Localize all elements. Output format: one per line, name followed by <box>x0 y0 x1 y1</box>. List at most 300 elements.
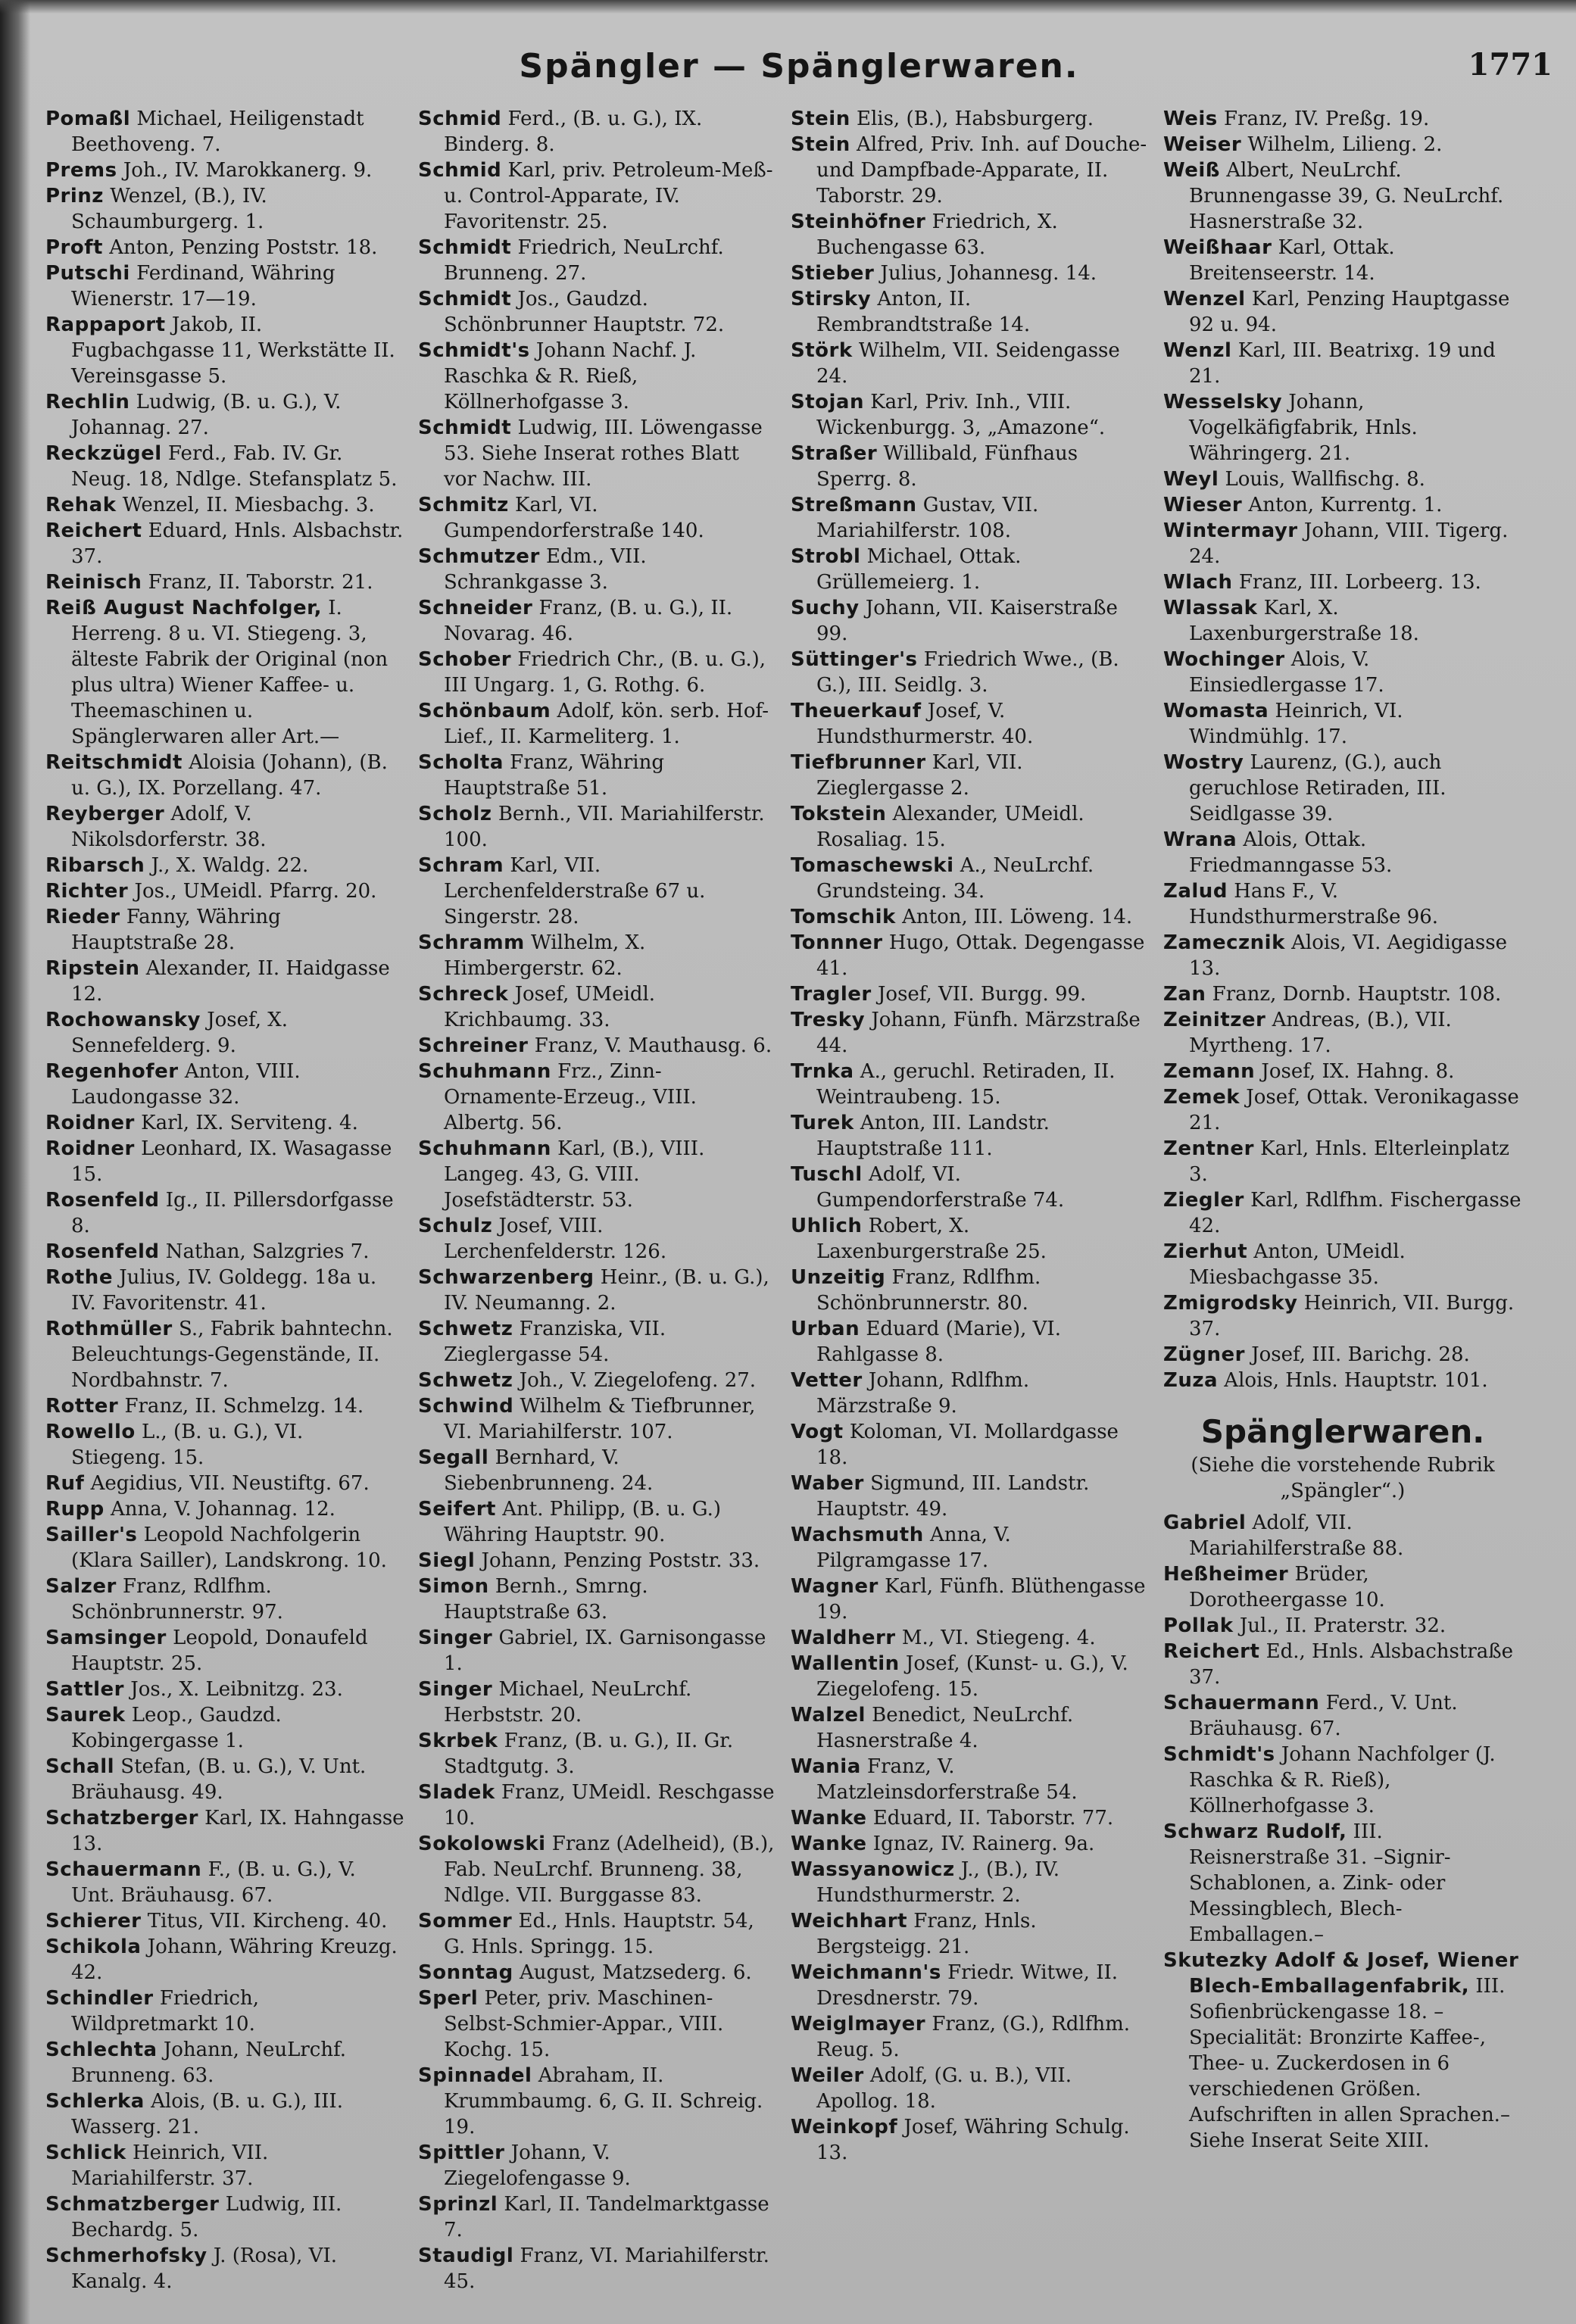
directory-entry <box>1163 1084 1522 1136</box>
directory-entry <box>45 1471 404 1496</box>
directory-entry <box>418 544 777 595</box>
entry-name: Spinnadel <box>418 2064 532 2087</box>
directory-entry <box>791 981 1150 1007</box>
entry-name: Ziegler <box>1163 1189 1244 1212</box>
directory-entry <box>791 1754 1150 1805</box>
directory-entry <box>791 595 1150 647</box>
entry-details: Aegidius, VII. Neustiftg. 67. <box>84 1472 370 1495</box>
entry-name: Zmigrodsky <box>1163 1292 1298 1315</box>
entry-name: Rappaport <box>45 314 166 336</box>
directory-entry <box>791 1419 1150 1471</box>
directory-entry <box>45 1934 404 1986</box>
entry-name: Schneider <box>418 597 533 619</box>
entry-name: Samsinger <box>45 1627 167 1649</box>
directory-entry <box>1163 1510 1522 1561</box>
directory-entry <box>1163 1059 1522 1084</box>
entry-details: Wenzel, (B.), IV. Schaumburgerg. 1. <box>71 185 267 233</box>
directory-entry <box>791 1265 1150 1316</box>
directory-entry <box>418 106 777 158</box>
entry-name: Schreiner <box>418 1034 529 1057</box>
entry-details: Karl, Priv. Inh., VIII. Wickenburgg. 3, „Amazone“. <box>816 391 1106 439</box>
entry-name: Tiefbrunner <box>791 751 926 774</box>
entry-name: Tuschl <box>791 1163 863 1186</box>
directory-entry <box>45 1187 404 1239</box>
entry-name: Weichhart <box>791 1910 908 1933</box>
entry-details: Ant. Philipp, (B. u. G.) Währing Hauptstr. 90. <box>444 1498 722 1546</box>
entry-details: Friedrich Wwe., (B. G.), III. Seidlg. 3. <box>816 648 1119 697</box>
directory-entry <box>45 1908 404 1934</box>
directory-entry <box>1163 1342 1522 1368</box>
entry-details: Michael, Ottak. Grüllemeierg. 1. <box>816 545 1022 594</box>
entry-details: Heinrich, VII. Mariahilferstr. 37. <box>71 2142 269 2190</box>
directory-entry <box>1163 338 1522 389</box>
entry-name: Reiß August Nachfolger, <box>45 597 322 619</box>
entry-details: Karl, priv. Petroleum-Meß- u. Control-Apparate, IV. Favoritenstr. 25. <box>444 159 773 233</box>
entry-name: Sailler's <box>45 1524 138 1546</box>
entry-name: Pomaßl <box>45 108 131 130</box>
entry-name: Spittler <box>418 2142 505 2164</box>
entry-details: Ludwig, (B. u. G.), V. Johannag. 27. <box>71 391 342 439</box>
entry-details: Johann, V. Ziegelofengasse 9. <box>444 2142 631 2190</box>
entry-name: Schindler <box>45 1987 154 2010</box>
directory-entry <box>1163 1690 1522 1742</box>
directory-entry <box>791 1574 1150 1625</box>
entry-details: Anton, VIII. Laudongasse 32. <box>71 1060 301 1109</box>
directory-entry <box>791 904 1150 930</box>
directory-entry <box>1163 1136 1522 1187</box>
entry-name: Roidner <box>45 1112 135 1134</box>
entry-name: Vetter <box>791 1369 863 1392</box>
entry-name: Pollak <box>1163 1614 1234 1637</box>
directory-entry <box>45 1316 404 1393</box>
entry-details: Bernh., VII. Mariahilferstr. 100. <box>444 803 765 851</box>
directory-entry <box>418 1831 777 1908</box>
directory-entry <box>1163 595 1522 647</box>
entry-name: Schmidt's <box>1163 1743 1275 1766</box>
directory-entry <box>45 1574 404 1625</box>
entry-details: Ludwig, III. Löwengasse 53. Siehe Inserat rothes Blatt vor Nachw. III. <box>444 416 763 491</box>
directory-entry <box>1163 466 1522 492</box>
directory-entry <box>45 2243 404 2294</box>
entry-details: Heinr., (B. u. G.), IV. Neumanng. 2. <box>444 1266 769 1315</box>
entry-details: Johann Nachfolger (J. Raschka & R. Rieß), Köllnerhofgasse 3. <box>1189 1743 1496 1817</box>
entry-name: Scholta <box>418 751 504 774</box>
directory-entry <box>45 106 404 158</box>
column-4-entries <box>1163 106 1522 1393</box>
directory-entry <box>45 1857 404 1908</box>
directory-entry <box>791 1625 1150 1651</box>
entry-details: Anton, III. Löweng. 14. <box>895 906 1133 928</box>
entry-details: Alois, Hnls. Hauptstr. 101. <box>1218 1369 1488 1392</box>
entry-details: Laurenz, (G.), auch geruchlose Retiraden, III. Seidlgasse 39. <box>1189 751 1446 825</box>
entry-details: Karl, IX. Serviteng. 4. <box>134 1112 358 1134</box>
entry-name: Schramm <box>418 931 525 954</box>
entry-name: Schulz <box>418 1215 493 1237</box>
directory-entry <box>1163 930 1522 981</box>
entry-details: Alois, VI. Aegidigasse 13. <box>1189 931 1507 980</box>
entry-details: Adolf, VI. Gumpendorferstraße 74. <box>816 1163 1065 1212</box>
directory-entry <box>791 1960 1150 2011</box>
page-number: 1771 <box>1468 47 1553 83</box>
directory-entry <box>45 492 404 518</box>
entry-details: Elis, (B.), Habsburgerg. <box>850 108 1094 130</box>
entry-name: Wachsmuth <box>791 1524 924 1546</box>
entry-name: Waber <box>791 1472 864 1495</box>
directory-entry <box>1163 1948 1522 2154</box>
entry-name: Salzer <box>45 1575 117 1598</box>
directory-entry <box>418 1316 777 1368</box>
entry-name: Stirsky <box>791 288 872 310</box>
directory-entry <box>45 801 404 853</box>
entry-details: Benedict, NeuLrchf. Hasnerstraße 4. <box>816 1704 1074 1752</box>
entry-details: A., geruchl. Retiraden, II. Weintraubeng. 15. <box>816 1060 1116 1109</box>
entry-details: Ed., Hnls. Alsbachstraße 37. <box>1189 1640 1514 1689</box>
directory-entry <box>45 1136 404 1187</box>
directory-entry <box>1163 981 1522 1007</box>
directory-entry <box>45 1393 404 1419</box>
entry-name: Schmatzberger <box>45 2193 220 2216</box>
directory-entry <box>418 698 777 750</box>
directory-columns <box>45 106 1522 2294</box>
entry-name: Schram <box>418 854 504 877</box>
entry-name: Wrana <box>1163 828 1237 851</box>
directory-entry <box>791 260 1150 286</box>
directory-entry <box>418 235 777 286</box>
entry-details: Ferd., Fab. IV. Gr. Neug. 18, Ndlge. Stefansplatz 5. <box>71 442 398 491</box>
entry-details: Bernhard, V. Siebenbrunneng. 24. <box>444 1446 654 1495</box>
entry-details: Josef, III. Barichg. 28. <box>1244 1343 1470 1366</box>
directory-entry <box>791 1471 1150 1522</box>
directory-entry <box>791 1651 1150 1702</box>
entry-name: Weißhaar <box>1163 236 1272 259</box>
entry-name: Rosenfeld <box>45 1240 160 1263</box>
directory-entry <box>418 1136 777 1213</box>
directory-entry <box>1163 1819 1522 1948</box>
directory-entry <box>1163 827 1522 878</box>
directory-entry <box>791 853 1150 904</box>
directory-entry <box>418 801 777 853</box>
entry-details: Peter, priv. Maschinen-Selbst-Schmier-Appar., VIII. Kochg. 15. <box>444 1987 724 2061</box>
entry-name: Zuza <box>1163 1369 1219 1392</box>
directory-entry <box>791 2114 1150 2166</box>
directory-entry <box>1163 569 1522 595</box>
entry-details: Franz, (B. u. G.), II. Novarag. 46. <box>444 597 733 645</box>
entry-name: Ruf <box>45 1472 85 1495</box>
directory-entry <box>1163 1187 1522 1239</box>
entry-details: Adolf, (G. u. B.), VII. Apollog. 18. <box>816 2064 1072 2113</box>
directory-entry <box>45 878 404 904</box>
entry-details: Franz, Dornb. Hauptstr. 108. <box>1206 983 1502 1006</box>
entry-details: Franz, IV. Preßg. 19. <box>1217 108 1430 130</box>
entry-name: Seifert <box>418 1498 496 1521</box>
entry-details: Eduard (Marie), VI. Rahlgasse 8. <box>816 1318 1061 1366</box>
directory-entry <box>791 441 1150 492</box>
directory-entry <box>418 1574 777 1625</box>
entry-name: Stein <box>791 108 850 130</box>
entry-details: Louis, Wallfischg. 8. <box>1219 468 1425 491</box>
entry-details: Josef, Ottak. Veronikagasse 21. <box>1189 1086 1519 1134</box>
directory-entry <box>791 1007 1150 1059</box>
directory-entry <box>45 2191 404 2243</box>
entry-name: Schlerka <box>45 2090 145 2113</box>
entry-details: Frz., Zinn-Ornamente-Erzeug., VIII. Albertg. 56. <box>444 1060 697 1134</box>
entry-details: Karl, III. Beatrixg. 19 und 21. <box>1189 339 1496 388</box>
entry-name: Schreck <box>418 983 509 1006</box>
directory-entry <box>45 2037 404 2088</box>
entry-details: Ig., II. Pillersdorfgasse 8. <box>71 1189 394 1237</box>
entry-details: Jos., Gaudzd. Schönbrunner Hauptstr. 72. <box>444 288 725 336</box>
entry-name: Trnka <box>791 1060 854 1083</box>
entry-details: Alexander, II. Haidgasse 12. <box>71 957 390 1006</box>
entry-details: Michael, NeuLrchf. Herbststr. 20. <box>444 1678 692 1727</box>
entry-name: Schmitz <box>418 494 509 516</box>
directory-entry <box>418 1213 777 1265</box>
directory-entry <box>418 1780 777 1831</box>
entry-details: Karl, IX. Hahngasse 13. <box>71 1807 404 1855</box>
entry-details: Anton, Penzing Poststr. 18. <box>102 236 378 259</box>
entry-details: Titus, VII. Kircheng. 40. <box>141 1910 388 1933</box>
page-top-shadow <box>0 0 1576 14</box>
directory-entry <box>791 1213 1150 1265</box>
directory-entry <box>1163 647 1522 698</box>
directory-entry <box>45 853 404 878</box>
entry-details: Julius, Johannesg. 14. <box>874 262 1097 285</box>
entry-details: Jul., II. Praterstr. 32. <box>1233 1614 1446 1637</box>
directory-entry <box>418 595 777 647</box>
entry-name: Weiler <box>791 2064 864 2087</box>
entry-name: Sattler <box>45 1678 124 1701</box>
entry-details: Johann, Rdlfhm. Märzstraße 9. <box>816 1369 1030 1418</box>
entry-details: Franz, III. Lorbeerg. 13. <box>1232 571 1481 594</box>
directory-entry <box>791 338 1150 389</box>
directory-entry <box>791 1522 1150 1574</box>
entry-details: Josef, Währing Schulg. 13. <box>816 2116 1130 2164</box>
entry-details: Karl, Hnls. Elterleinplatz 3. <box>1189 1137 1509 1186</box>
entry-name: Staudigl <box>418 2244 514 2267</box>
directory-entry <box>45 595 404 750</box>
entry-name: Theuerkauf <box>791 700 922 722</box>
entry-details: Ed., Hnls. Hauptstr. 54, G. Hnls. Springg. 15. <box>444 1910 754 1958</box>
directory-entry <box>418 1393 777 1445</box>
directory-entry <box>45 312 404 389</box>
entry-name: Stojan <box>791 391 864 413</box>
entry-name: Schauermann <box>1163 1692 1320 1714</box>
entry-name: Rochowansky <box>45 1009 201 1031</box>
entry-details: Alexander, UMeidl. Rosaliag. 15. <box>816 803 1084 851</box>
entry-details: Friedrich Chr., (B. u. G.), III Ungarg. 1, G. Rothg. 6. <box>444 648 766 697</box>
entry-details: Jakob, II. Fugbachgasse 11, Werkstätte II. Vereinsgasse 5. <box>71 314 395 388</box>
entry-details: Bernh., Smrng. Hauptstraße 63. <box>444 1575 648 1624</box>
entry-details: Friedrich, NeuLrchf. Brunneng. 27. <box>444 236 724 285</box>
entry-details: Friedr. Witwe, II. Dresdnerstr. 79. <box>816 1961 1118 2010</box>
entry-details: Anna, V. Pilgramgasse 17. <box>816 1524 1011 1572</box>
entry-details: Friedrich, Wildpretmarkt 10. <box>71 1987 259 2035</box>
entry-name: Schmidt <box>418 236 512 259</box>
entry-name: Schauermann <box>45 1858 202 1881</box>
entry-details: Karl, VI. Gumpendorferstraße 140. <box>444 494 704 542</box>
directory-entry <box>418 286 777 338</box>
entry-details: Adolf, V. Nikolsdorferstr. 38. <box>71 803 267 851</box>
entry-name: Zeinitzer <box>1163 1009 1266 1031</box>
entry-name: Rehak <box>45 494 117 516</box>
entry-details: Johann, Vogelkäfigfabrik, Hnls. Währingerg. 21. <box>1189 391 1418 465</box>
directory-entry <box>791 647 1150 698</box>
entry-name: Zamecznik <box>1163 931 1285 954</box>
directory-entry <box>1163 1613 1522 1639</box>
entry-name: Schierer <box>45 1910 142 1933</box>
entry-details: Franz, Hnls. Bergsteigg. 21. <box>816 1910 1037 1958</box>
entry-name: Weyl <box>1163 468 1219 491</box>
directory-entry <box>1163 878 1522 930</box>
entry-details: Franz, V. Mauthausg. 6. <box>528 1034 772 1057</box>
entry-name: Wostry <box>1163 751 1244 774</box>
entry-name: Störk <box>791 339 853 362</box>
directory-entry <box>791 1702 1150 1754</box>
directory-entry <box>418 158 777 235</box>
entry-details: Ignaz, IV. Rainerg. 9a. <box>866 1833 1095 1855</box>
entry-details: Andreas, (B.), VII. Myrtheng. 17. <box>1189 1009 1452 1057</box>
entry-name: Wochinger <box>1163 648 1285 671</box>
column-2 <box>418 106 777 2294</box>
directory-entry <box>1163 698 1522 750</box>
entry-details: Franz, (G.), Rdlfhm. Reug. 5. <box>816 2013 1131 2061</box>
entry-name: Schall <box>45 1755 115 1778</box>
entry-details: Franz, V. Matzleinsdorferstraße 54. <box>816 1755 1078 1804</box>
entry-name: Schober <box>418 648 512 671</box>
directory-entry <box>45 1265 404 1316</box>
entry-name: Zierhut <box>1163 1240 1248 1263</box>
directory-entry <box>791 544 1150 595</box>
entry-details: Ferdinand, Währing Wienerstr. 17—19. <box>71 262 335 310</box>
entry-name: Wieser <box>1163 494 1243 516</box>
entry-name: Schmutzer <box>418 545 540 568</box>
directory-entry <box>418 492 777 544</box>
entry-details: Karl, Penzing Hauptgasse 92 u. 94. <box>1189 288 1510 336</box>
directory-entry <box>45 1986 404 2037</box>
entry-details: Johann, Fünfh. Märzstraße 44. <box>816 1009 1141 1057</box>
directory-entry <box>45 750 404 801</box>
entry-details: Heinrich, VII. Burgg. 37. <box>1189 1292 1515 1340</box>
directory-entry <box>1163 518 1522 569</box>
entry-details: Wilhelm & Tiefbrunner, VI. Mariahilferstr. 107. <box>444 1395 756 1443</box>
entry-name: Scholz <box>418 803 492 825</box>
entry-name: Putschi <box>45 262 130 285</box>
directory-entry <box>45 1522 404 1574</box>
entry-details: J. (Rosa), VI. Kanalg. 4. <box>71 2244 337 2293</box>
entry-details: Eduard, Hnls. Alsbachstr. 37. <box>71 519 404 568</box>
entry-details: Nathan, Salzgries 7. <box>159 1240 370 1263</box>
directory-entry <box>791 1059 1150 1110</box>
entry-name: Urban <box>791 1318 860 1340</box>
entry-details: Alfred, Priv. Inh. auf Douche- und Dampfbade-Apparate, II. Taborstr. 29. <box>816 133 1147 207</box>
entry-details: Stefan, (B. u. G.), V. Unt. Bräuhausg. 49. <box>71 1755 367 1804</box>
entry-name: Wallentin <box>791 1652 900 1675</box>
entry-name: Weiser <box>1163 133 1242 156</box>
entry-name: Rotter <box>45 1395 119 1418</box>
entry-name: Vogt <box>791 1421 844 1443</box>
directory-entry <box>791 2063 1150 2114</box>
entry-details: J., X. Waldg. 22. <box>145 854 309 877</box>
entry-details: Friedrich, X. Buchengasse 63. <box>816 211 1058 259</box>
directory-entry <box>1163 1368 1522 1393</box>
directory-entry <box>45 569 404 595</box>
entry-name: Tomaschewski <box>791 854 954 877</box>
directory-entry <box>418 853 777 930</box>
entry-name: Tonnner <box>791 931 883 954</box>
entry-details: J., (B.), IV. Hundsthurmerstr. 2. <box>816 1858 1060 1907</box>
directory-entry <box>418 1445 777 1496</box>
entry-name: Ripstein <box>45 957 140 980</box>
entry-name: Segall <box>418 1446 489 1469</box>
entry-details: Franz (Adelheid), (B.), Fab. NeuLrchf. Brunneng. 38, Ndlge. VII. Burggasse 83. <box>444 1833 775 1907</box>
directory-entry <box>1163 1742 1522 1819</box>
entry-name: Schwarzenberg <box>418 1266 595 1289</box>
entry-details: Franz, VI. Mariahilferstr. 45. <box>444 2244 769 2293</box>
entry-name: Regenhofer <box>45 1060 179 1083</box>
entry-name: Schwetz <box>418 1318 513 1340</box>
directory-entry <box>45 904 404 956</box>
entry-details: Aloisia (Johann), (B. u. G.), IX. Porzellang. 47. <box>71 751 388 800</box>
entry-name: Saurek <box>45 1704 126 1727</box>
entry-details: Fanny, Währing Hauptstraße 28. <box>71 906 281 954</box>
entry-name: Zentner <box>1163 1137 1254 1160</box>
entry-name: Stieber <box>791 262 875 285</box>
directory-entry <box>45 1702 404 1754</box>
entry-details: Jos., UMeidl. Pfarrg. 20. <box>128 880 377 903</box>
directory-entry <box>791 209 1150 260</box>
directory-entry <box>418 1368 777 1393</box>
directory-entry <box>1163 158 1522 235</box>
entry-details: Karl, X. Laxenburgerstraße 18. <box>1189 597 1419 645</box>
directory-entry <box>791 1368 1150 1419</box>
entry-details: Johann, Währing Kreuzg. 42. <box>71 1936 398 1984</box>
entry-details: Karl, Ottak. Breitenseerstr. 14. <box>1189 236 1395 285</box>
entry-name: Stein <box>791 133 850 156</box>
entry-name: Sladek <box>418 1781 495 1804</box>
entry-details: August, Matzsederg. 6. <box>513 1961 752 1984</box>
entry-name: Roidner <box>45 1137 135 1160</box>
directory-entry <box>1163 132 1522 158</box>
entry-details: Joh., IV. Marokkanerg. 9. <box>117 159 373 182</box>
entry-details: Hans F., V. Hundsthurmerstraße 96. <box>1189 880 1439 928</box>
entry-details: Karl, (B.), VIII. Langeg. 43, G. VIII. Josefstädterstr. 53. <box>444 1137 705 1212</box>
directory-entry <box>791 389 1150 441</box>
entry-name: Prinz <box>45 185 104 207</box>
entry-details: Franz, Währing Hauptstraße 51. <box>444 751 664 800</box>
directory-entry <box>791 286 1150 338</box>
entry-details: Josef, VII. Burgg. 99. <box>871 983 1087 1006</box>
entry-name: Reinisch <box>45 571 142 594</box>
entry-name: Straßer <box>791 442 878 465</box>
entry-name: Simon <box>418 1575 489 1598</box>
entry-details: Franz, II. Schmelzg. 14. <box>118 1395 364 1418</box>
entry-details: Joh., V. Ziegelofeng. 27. <box>513 1369 757 1392</box>
entry-name: Tokstein <box>791 803 887 825</box>
directory-entry <box>418 930 777 981</box>
directory-entry <box>418 415 777 492</box>
entry-details: Johann, VIII. Tigerg. 24. <box>1189 519 1509 568</box>
entry-name: Prems <box>45 159 117 182</box>
entry-details: Franz, Rdlfhm. Schönbrunnerstr. 80. <box>816 1266 1041 1315</box>
entry-name: Wesselsky <box>1163 391 1283 413</box>
directory-entry <box>45 1007 404 1059</box>
entry-details: Franziska, VII. Zieglergasse 54. <box>444 1318 666 1366</box>
directory-entry <box>1163 1290 1522 1342</box>
entry-details: Josef, VIII. Lerchenfelderstr. 126. <box>444 1215 667 1263</box>
entry-name: Schatzberger <box>45 1807 198 1830</box>
entry-name: Singer <box>418 1678 493 1701</box>
directory-entry <box>791 698 1150 750</box>
